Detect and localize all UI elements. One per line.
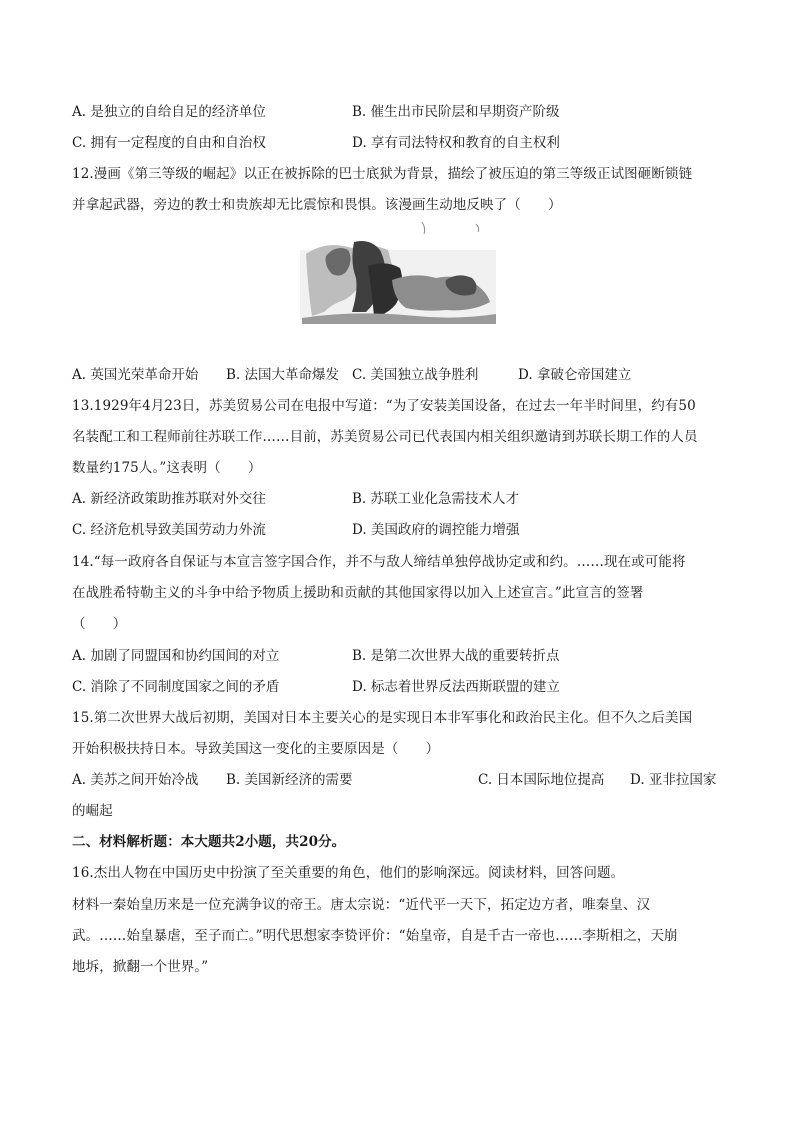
q14-option-b: B. 是第二次世界大战的重要转折点 (352, 648, 560, 664)
q12-stem-line2: 并拿起武器，旁边的教士和贵族却无比震惊和畏惧。该漫画生动地反映了（ ） (72, 197, 562, 213)
q16-stem-line1: 16.杰出人物在中国历史中扮演了至关重要的角色，他们的影响深远。阅读材料，回答问题。 (72, 865, 625, 881)
q12-stem-line1: 12.漫画《第三等级的崛起》以正在被拆除的巴士底狱为背景，描绘了被压迫的第三等级正试图砸断锁链 (72, 166, 693, 182)
q13-option-c: C. 经济危机导致美国劳动力外流 (72, 522, 266, 538)
q15-option-c: C. 日本国际地位提高 (478, 772, 605, 788)
q13-option-b: B. 苏联工业化急需技术人才 (352, 491, 520, 507)
q16-material-line2: 武。……始皇暴虐，至子而亡。”明代思想家李贽评价：“始皇帝，自是千古一帝也……李斯相之，天崩 (72, 928, 678, 944)
q15-option-a: A. 美苏之间开始冷战 (72, 772, 199, 788)
q11-option-a: A. 是独立的自给自足的经济单位 (72, 104, 266, 120)
section-heading: 二、材料解析题：本大题共2小题，共20分。 (72, 834, 346, 850)
q12-option-a: A. 英国光荣革命开始 (72, 367, 199, 383)
q15-option-b: B. 美国新经济的需要 (226, 772, 353, 788)
cartoon-image (296, 220, 500, 330)
q12-option-d: D. 拿破仑帝国建立 (518, 367, 632, 383)
q11-option-b: B. 催生出市民阶层和早期资产阶级 (352, 104, 560, 120)
q13-option-d: D. 美国政府的调控能力增强 (352, 522, 520, 538)
q13-stem-line3: 数量约175人。”这表明（ ） (72, 460, 262, 476)
q14-stem-line1: 14.“每一政府各自保证与本宣言签字国合作，并不与敌人缔结单独停战协定或和约。……现在或可能将 (72, 554, 686, 570)
q12-option-c: C. 美国独立战争胜利 (352, 367, 479, 383)
q14-option-d: D. 标志着世界反法西斯联盟的建立 (352, 679, 560, 695)
q11-option-c: C. 拥有一定程度的自由和自治权 (72, 135, 266, 151)
q12-option-b: B. 法国大革命爆发 (226, 367, 340, 383)
q13-stem-line2: 名装配工和工程师前往苏联工作……目前，苏美贸易公司已代表国内相关组织邀请到苏联长期工作的人员 (72, 429, 698, 445)
q14-stem-line3: （ ） (72, 616, 127, 632)
q13-stem-line1: 13.1929年4月23日，苏美贸易公司在电报中写道：“为了安装美国设备，在过去一年半时间里，约有50 (72, 398, 696, 414)
q16-material-line3: 地坼，掀翻一个世界。” (72, 959, 209, 975)
q15-option-d: D. 亚非拉国家 (630, 772, 717, 788)
q13-option-a: A. 新经济政策助推苏联对外交往 (72, 491, 266, 507)
q15-option-d-wrap: 的崛起 (72, 803, 113, 819)
q15-stem-line1: 15.第二次世界大战后初期，美国对日本主要关心的是实现日本非军事化和政治民主化。但不久之后美国 (72, 710, 693, 726)
q16-material-line1: 材料一秦始皇历来是一位充满争议的帝王。唐太宗说：“近代平一天下，拓定边方者，唯秦皇、汉 (72, 897, 651, 913)
q14-option-a: A. 加剧了同盟国和协约国间的对立 (72, 648, 280, 664)
q14-option-c: C. 消除了不同制度国家之间的矛盾 (72, 679, 280, 695)
q15-stem-line2: 开始积极扶持日本。导致美国这一变化的主要原因是（ ） (72, 741, 440, 757)
q14-stem-line2: 在战胜希特勒主义的斗争中给予物质上援助和贡献的其他国家得以加入上述宣言。”此宣言的签署 (72, 585, 644, 601)
q11-option-d: D. 享有司法特权和教育的自主权利 (352, 135, 560, 151)
